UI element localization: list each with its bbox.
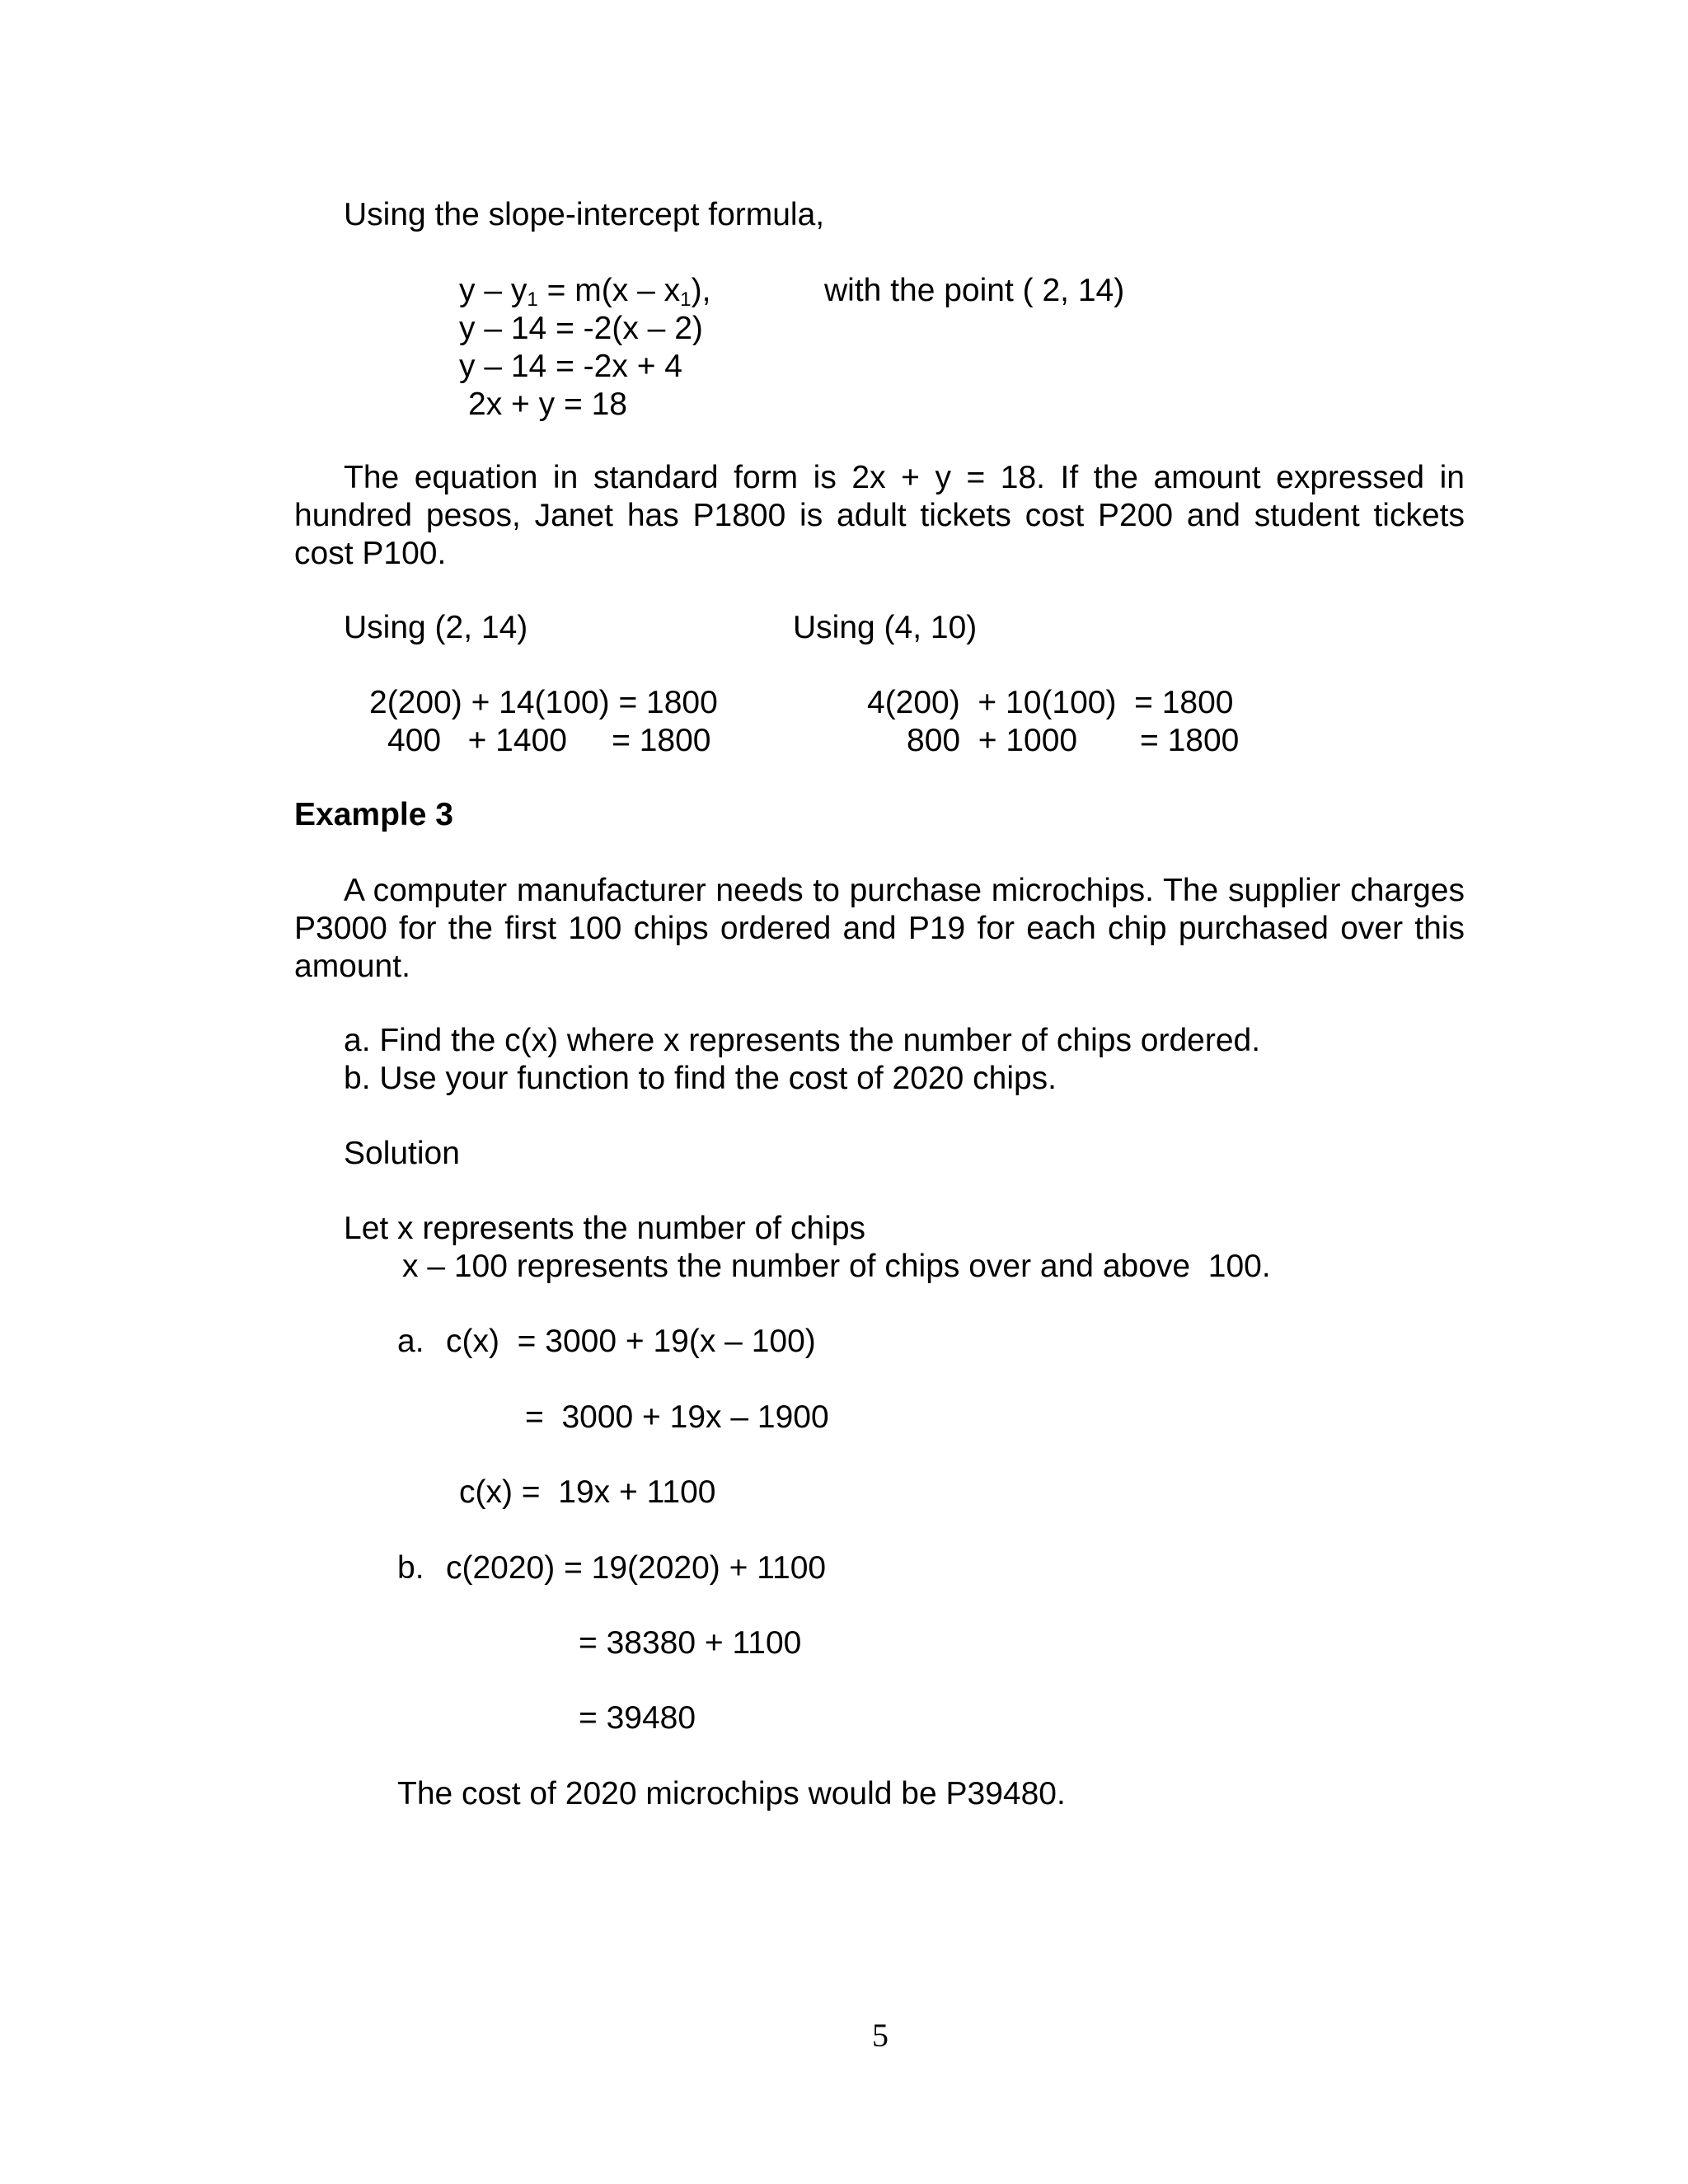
part-a-line-2: = 3000 + 19x – 1900 (525, 1399, 829, 1435)
problem-paragraph: A computer manufacturer needs to purchase microchips. The supplier charges P3000 for the first 100 chips ordered and P19 for each chip purchased over this amount. (294, 873, 1465, 984)
let-line-2: x – 100 represents the number of chips over and above 100. (402, 1249, 1271, 1284)
point-note: with the point ( 2, 14) (824, 273, 1125, 308)
check-left-line-1: 2(200) + 14(100) = 1800 (369, 685, 718, 720)
part-b-line-3: = 39480 (579, 1700, 696, 1736)
formula-line-3: y – 14 = -2x + 4 (459, 349, 683, 384)
check-right-line-1: 4(200) + 10(100) = 1800 (867, 685, 1234, 720)
part-a-line-3: c(x) = 19x + 1100 (459, 1474, 716, 1510)
part-b-label: b. (397, 1550, 424, 1586)
part-b-line-2: = 38380 + 1100 (579, 1625, 802, 1661)
formula-line-2: y – 14 = -2(x – 2) (459, 311, 703, 346)
part-a-line-1: c(x) = 3000 + 19(x – 100) (446, 1324, 816, 1359)
part-b-line-1: c(2020) = 19(2020) + 1100 (446, 1550, 827, 1586)
question-b: b. Use your function to find the cost of 2020 chips. (344, 1061, 1057, 1096)
example-heading: Example 3 (294, 797, 453, 832)
standard-form-paragraph: The equation in standard form is 2x + y = 18. If the amount expressed in hundred pesos, Janet has P1800 is adult tickets cost P200 and student tickets cost P100. (294, 460, 1465, 571)
intro-text: Using the slope-intercept formula, (344, 197, 825, 232)
conclusion-text: The cost of 2020 microchips would be P39480. (397, 1776, 1066, 1811)
part-a-label: a. (397, 1324, 424, 1359)
let-line-1: Let x represents the number of chips (344, 1211, 866, 1246)
check-left-heading: Using (2, 14) (344, 610, 528, 645)
formula-line-1: $y - y_1 = m(x - x_1)$, (459, 273, 711, 312)
page-number: 5 (872, 2017, 889, 2054)
check-right-line-2: 800 + 1000 = 1800 (907, 723, 1240, 758)
formula-line-4: 2x + y = 18 (468, 387, 627, 422)
check-left-line-2: 400 + 1400 = 1800 (387, 723, 711, 758)
solution-label: Solution (344, 1136, 460, 1171)
question-a: a. Find the c(x) where x represents the number of chips ordered. (344, 1023, 1261, 1058)
check-right-heading: Using (4, 10) (793, 610, 978, 645)
